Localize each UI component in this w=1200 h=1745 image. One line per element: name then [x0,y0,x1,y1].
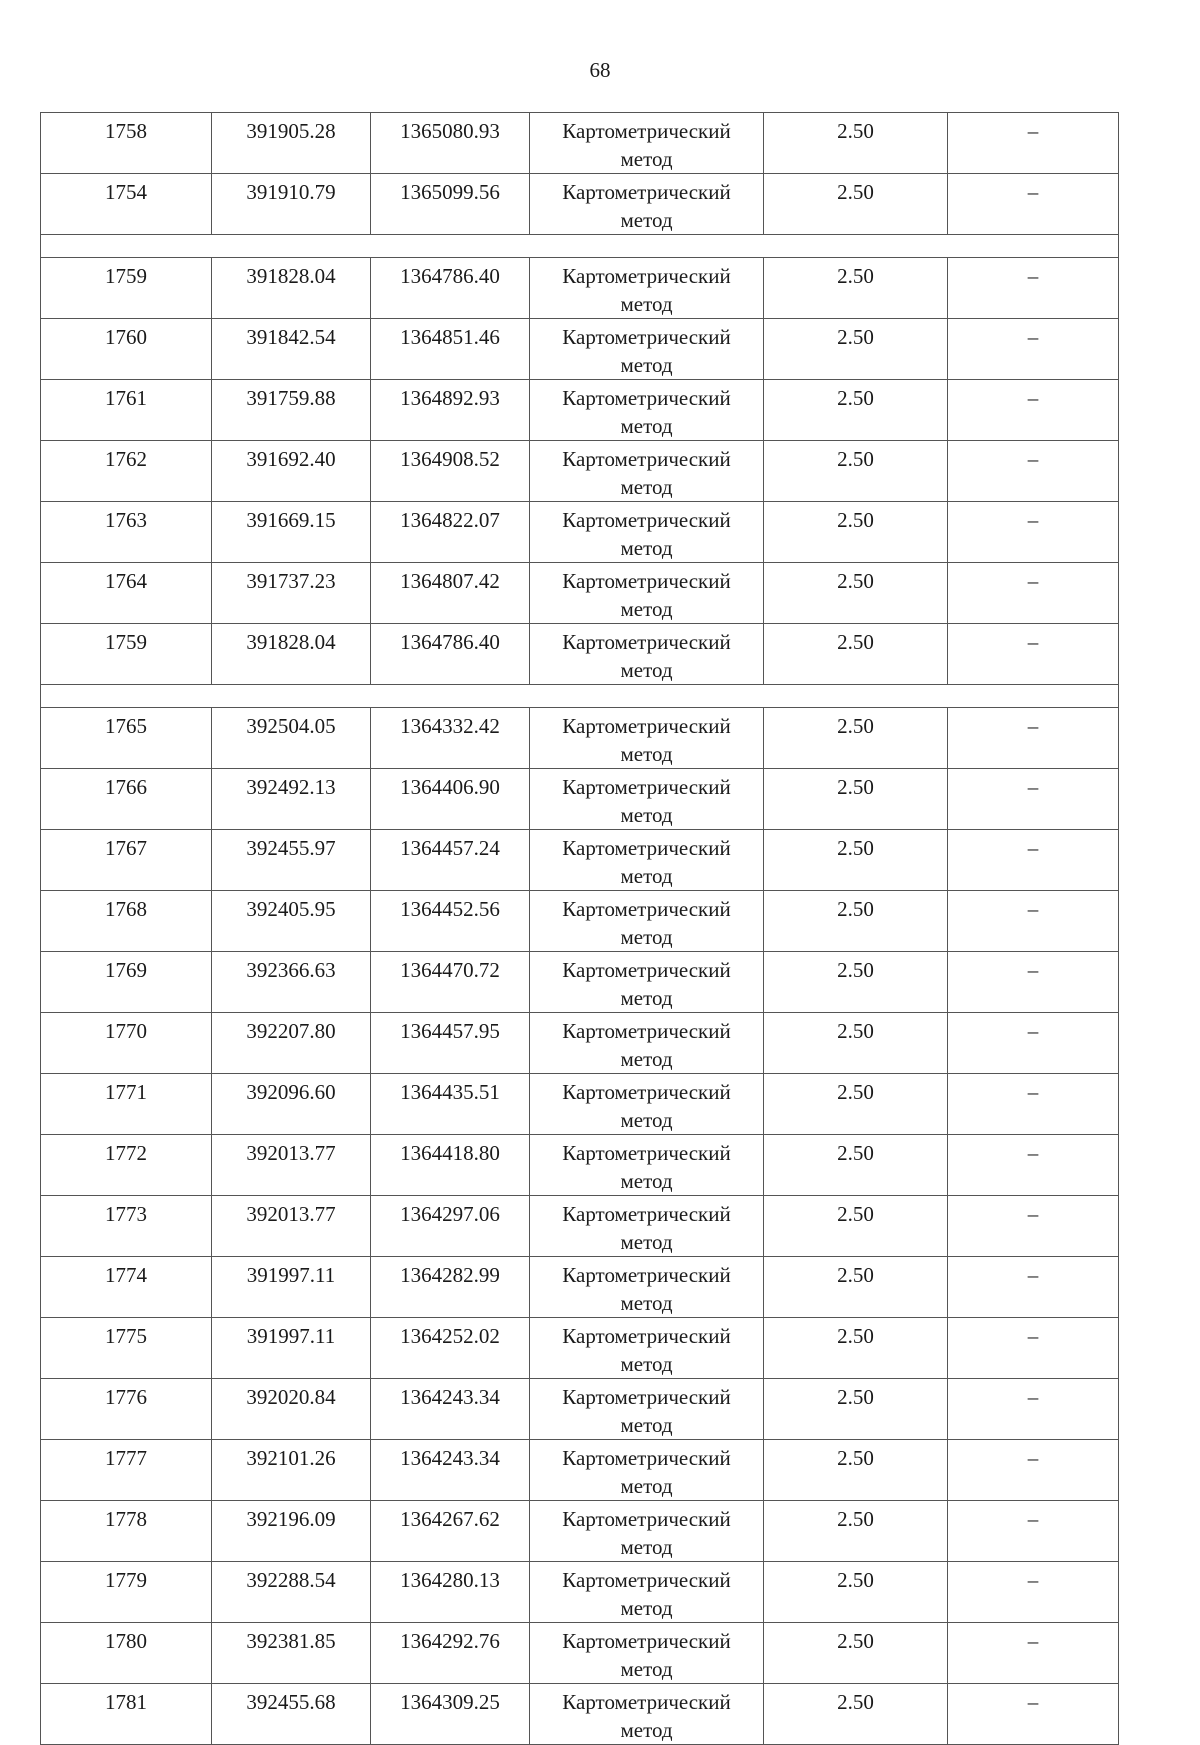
x-coordinate-cell: 391759.88 [212,380,371,441]
table-row [41,624,1119,685]
note-cell: – [948,1623,1119,1684]
method-cell: Картометрический метод [530,1318,764,1379]
note-cell: – [948,1318,1119,1379]
point-id-cell: 1764 [41,563,212,624]
precision-cell: 2.50 [764,769,948,830]
method-cell: Картометрический метод [530,113,764,174]
x-coordinate-cell: 391842.54 [212,319,371,380]
note-cell: – [948,830,1119,891]
y-coordinate-cell: 1364252.02 [371,1318,530,1379]
x-coordinate-cell: 391692.40 [212,441,371,502]
note-cell: – [948,319,1119,380]
method-cell: Картометрический метод [530,380,764,441]
point-id-cell: 1759 [41,624,212,685]
point-id-cell: 1775 [41,1318,212,1379]
table-row [41,1257,1119,1318]
point-id-cell: 1770 [41,1013,212,1074]
method-cell: Картометрический метод [530,1684,764,1745]
precision-cell: 2.50 [764,624,948,685]
note-cell: – [948,1501,1119,1562]
y-coordinate-cell: 1364267.62 [371,1501,530,1562]
note-cell: – [948,1257,1119,1318]
precision-cell: 2.50 [764,563,948,624]
table-row [41,502,1119,563]
note-cell: – [948,1379,1119,1440]
y-coordinate-cell: 1364892.93 [371,380,530,441]
y-coordinate-cell: 1364297.06 [371,1196,530,1257]
method-cell: Картометрический метод [530,563,764,624]
method-cell: Картометрический метод [530,1623,764,1684]
point-id-cell: 1761 [41,380,212,441]
precision-cell: 2.50 [764,1135,948,1196]
precision-cell: 2.50 [764,1562,948,1623]
method-cell: Картометрический метод [530,952,764,1013]
coordinates-table [40,112,1119,1745]
y-coordinate-cell: 1365099.56 [371,174,530,235]
table-row [41,441,1119,502]
precision-cell: 2.50 [764,1623,948,1684]
table-row [41,1562,1119,1623]
precision-cell: 2.50 [764,1013,948,1074]
note-cell: – [948,952,1119,1013]
precision-cell: 2.50 [764,1318,948,1379]
y-coordinate-cell: 1364786.40 [371,624,530,685]
table-row [41,1684,1119,1745]
precision-cell: 2.50 [764,1257,948,1318]
table-row [41,258,1119,319]
method-cell: Картометрический метод [530,502,764,563]
x-coordinate-cell: 391997.11 [212,1318,371,1379]
note-cell: – [948,708,1119,769]
point-id-cell: 1763 [41,502,212,563]
y-coordinate-cell: 1364332.42 [371,708,530,769]
method-cell: Картометрический метод [530,769,764,830]
method-cell: Картометрический метод [530,258,764,319]
point-id-cell: 1779 [41,1562,212,1623]
x-coordinate-cell: 391828.04 [212,624,371,685]
note-cell: – [948,174,1119,235]
separator-cell [41,685,1119,708]
y-coordinate-cell: 1365080.93 [371,113,530,174]
note-cell: – [948,1074,1119,1135]
precision-cell: 2.50 [764,258,948,319]
precision-cell: 2.50 [764,1684,948,1745]
precision-cell: 2.50 [764,319,948,380]
contour-separator-row [41,235,1119,258]
method-cell: Картометрический метод [530,1379,764,1440]
y-coordinate-cell: 1364418.80 [371,1135,530,1196]
x-coordinate-cell: 392504.05 [212,708,371,769]
x-coordinate-cell: 392381.85 [212,1623,371,1684]
precision-cell: 2.50 [764,441,948,502]
precision-cell: 2.50 [764,830,948,891]
method-cell: Картометрический метод [530,174,764,235]
point-id-cell: 1773 [41,1196,212,1257]
y-coordinate-cell: 1364435.51 [371,1074,530,1135]
y-coordinate-cell: 1364309.25 [371,1684,530,1745]
method-cell: Картометрический метод [530,1196,764,1257]
precision-cell: 2.50 [764,174,948,235]
table-row [41,1135,1119,1196]
y-coordinate-cell: 1364457.24 [371,830,530,891]
table-row [41,891,1119,952]
note-cell: – [948,1135,1119,1196]
y-coordinate-cell: 1364452.56 [371,891,530,952]
point-id-cell: 1762 [41,441,212,502]
table-row [41,319,1119,380]
point-id-cell: 1768 [41,891,212,952]
table-row [41,1379,1119,1440]
method-cell: Картометрический метод [530,891,764,952]
x-coordinate-cell: 392455.68 [212,1684,371,1745]
note-cell: – [948,1440,1119,1501]
point-id-cell: 1778 [41,1501,212,1562]
method-cell: Картометрический метод [530,1257,764,1318]
precision-cell: 2.50 [764,1501,948,1562]
note-cell: – [948,502,1119,563]
x-coordinate-cell: 392096.60 [212,1074,371,1135]
note-cell: – [948,1684,1119,1745]
note-cell: – [948,258,1119,319]
note-cell: – [948,624,1119,685]
x-coordinate-cell: 391828.04 [212,258,371,319]
table-row [41,563,1119,624]
contour-separator-row [41,685,1119,708]
precision-cell: 2.50 [764,952,948,1013]
table-row [41,113,1119,174]
table-row [41,1074,1119,1135]
x-coordinate-cell: 392101.26 [212,1440,371,1501]
note-cell: – [948,441,1119,502]
method-cell: Картометрический метод [530,708,764,769]
note-cell: – [948,113,1119,174]
point-id-cell: 1780 [41,1623,212,1684]
point-id-cell: 1781 [41,1684,212,1745]
point-id-cell: 1766 [41,769,212,830]
y-coordinate-cell: 1364851.46 [371,319,530,380]
precision-cell: 2.50 [764,1440,948,1501]
table-row [41,1623,1119,1684]
table-row [41,830,1119,891]
note-cell: – [948,1013,1119,1074]
point-id-cell: 1769 [41,952,212,1013]
y-coordinate-cell: 1364282.99 [371,1257,530,1318]
precision-cell: 2.50 [764,1196,948,1257]
method-cell: Картометрический метод [530,1013,764,1074]
table-row [41,1318,1119,1379]
y-coordinate-cell: 1364822.07 [371,502,530,563]
precision-cell: 2.50 [764,708,948,769]
note-cell: – [948,769,1119,830]
x-coordinate-cell: 392020.84 [212,1379,371,1440]
note-cell: – [948,1196,1119,1257]
y-coordinate-cell: 1364908.52 [371,441,530,502]
table-row [41,708,1119,769]
page-number: 68 [589,58,611,82]
x-coordinate-cell: 392013.77 [212,1135,371,1196]
x-coordinate-cell: 391905.28 [212,113,371,174]
x-coordinate-cell: 391910.79 [212,174,371,235]
point-id-cell: 1776 [41,1379,212,1440]
table-row [41,1196,1119,1257]
precision-cell: 2.50 [764,113,948,174]
note-cell: – [948,380,1119,441]
y-coordinate-cell: 1364807.42 [371,563,530,624]
x-coordinate-cell: 391737.23 [212,563,371,624]
point-id-cell: 1777 [41,1440,212,1501]
point-id-cell: 1754 [41,174,212,235]
point-id-cell: 1774 [41,1257,212,1318]
table-row [41,769,1119,830]
precision-cell: 2.50 [764,502,948,563]
x-coordinate-cell: 392366.63 [212,952,371,1013]
note-cell: – [948,563,1119,624]
method-cell: Картометрический метод [530,1135,764,1196]
x-coordinate-cell: 391997.11 [212,1257,371,1318]
table-row [41,174,1119,235]
x-coordinate-cell: 392405.95 [212,891,371,952]
y-coordinate-cell: 1364786.40 [371,258,530,319]
method-cell: Картометрический метод [530,441,764,502]
note-cell: – [948,891,1119,952]
coordinates-table-body [41,113,1119,1745]
table-row [41,1013,1119,1074]
x-coordinate-cell: 392492.13 [212,769,371,830]
y-coordinate-cell: 1364470.72 [371,952,530,1013]
y-coordinate-cell: 1364292.76 [371,1623,530,1684]
point-id-cell: 1767 [41,830,212,891]
table-row [41,952,1119,1013]
method-cell: Картометрический метод [530,319,764,380]
x-coordinate-cell: 391669.15 [212,502,371,563]
point-id-cell: 1758 [41,113,212,174]
precision-cell: 2.50 [764,1074,948,1135]
table-row [41,380,1119,441]
method-cell: Картометрический метод [530,1074,764,1135]
point-id-cell: 1765 [41,708,212,769]
x-coordinate-cell: 392207.80 [212,1013,371,1074]
precision-cell: 2.50 [764,891,948,952]
point-id-cell: 1759 [41,258,212,319]
table-row [41,1440,1119,1501]
point-id-cell: 1772 [41,1135,212,1196]
point-id-cell: 1771 [41,1074,212,1135]
y-coordinate-cell: 1364243.34 [371,1379,530,1440]
method-cell: Картометрический метод [530,1501,764,1562]
note-cell: – [948,1562,1119,1623]
x-coordinate-cell: 392455.97 [212,830,371,891]
method-cell: Картометрический метод [530,1562,764,1623]
precision-cell: 2.50 [764,1379,948,1440]
x-coordinate-cell: 392288.54 [212,1562,371,1623]
table-row [41,1501,1119,1562]
x-coordinate-cell: 392013.77 [212,1196,371,1257]
precision-cell: 2.50 [764,380,948,441]
point-id-cell: 1760 [41,319,212,380]
method-cell: Картометрический метод [530,1440,764,1501]
y-coordinate-cell: 1364457.95 [371,1013,530,1074]
x-coordinate-cell: 392196.09 [212,1501,371,1562]
separator-cell [41,235,1119,258]
y-coordinate-cell: 1364280.13 [371,1562,530,1623]
method-cell: Картометрический метод [530,830,764,891]
method-cell: Картометрический метод [530,624,764,685]
y-coordinate-cell: 1364243.34 [371,1440,530,1501]
y-coordinate-cell: 1364406.90 [371,769,530,830]
